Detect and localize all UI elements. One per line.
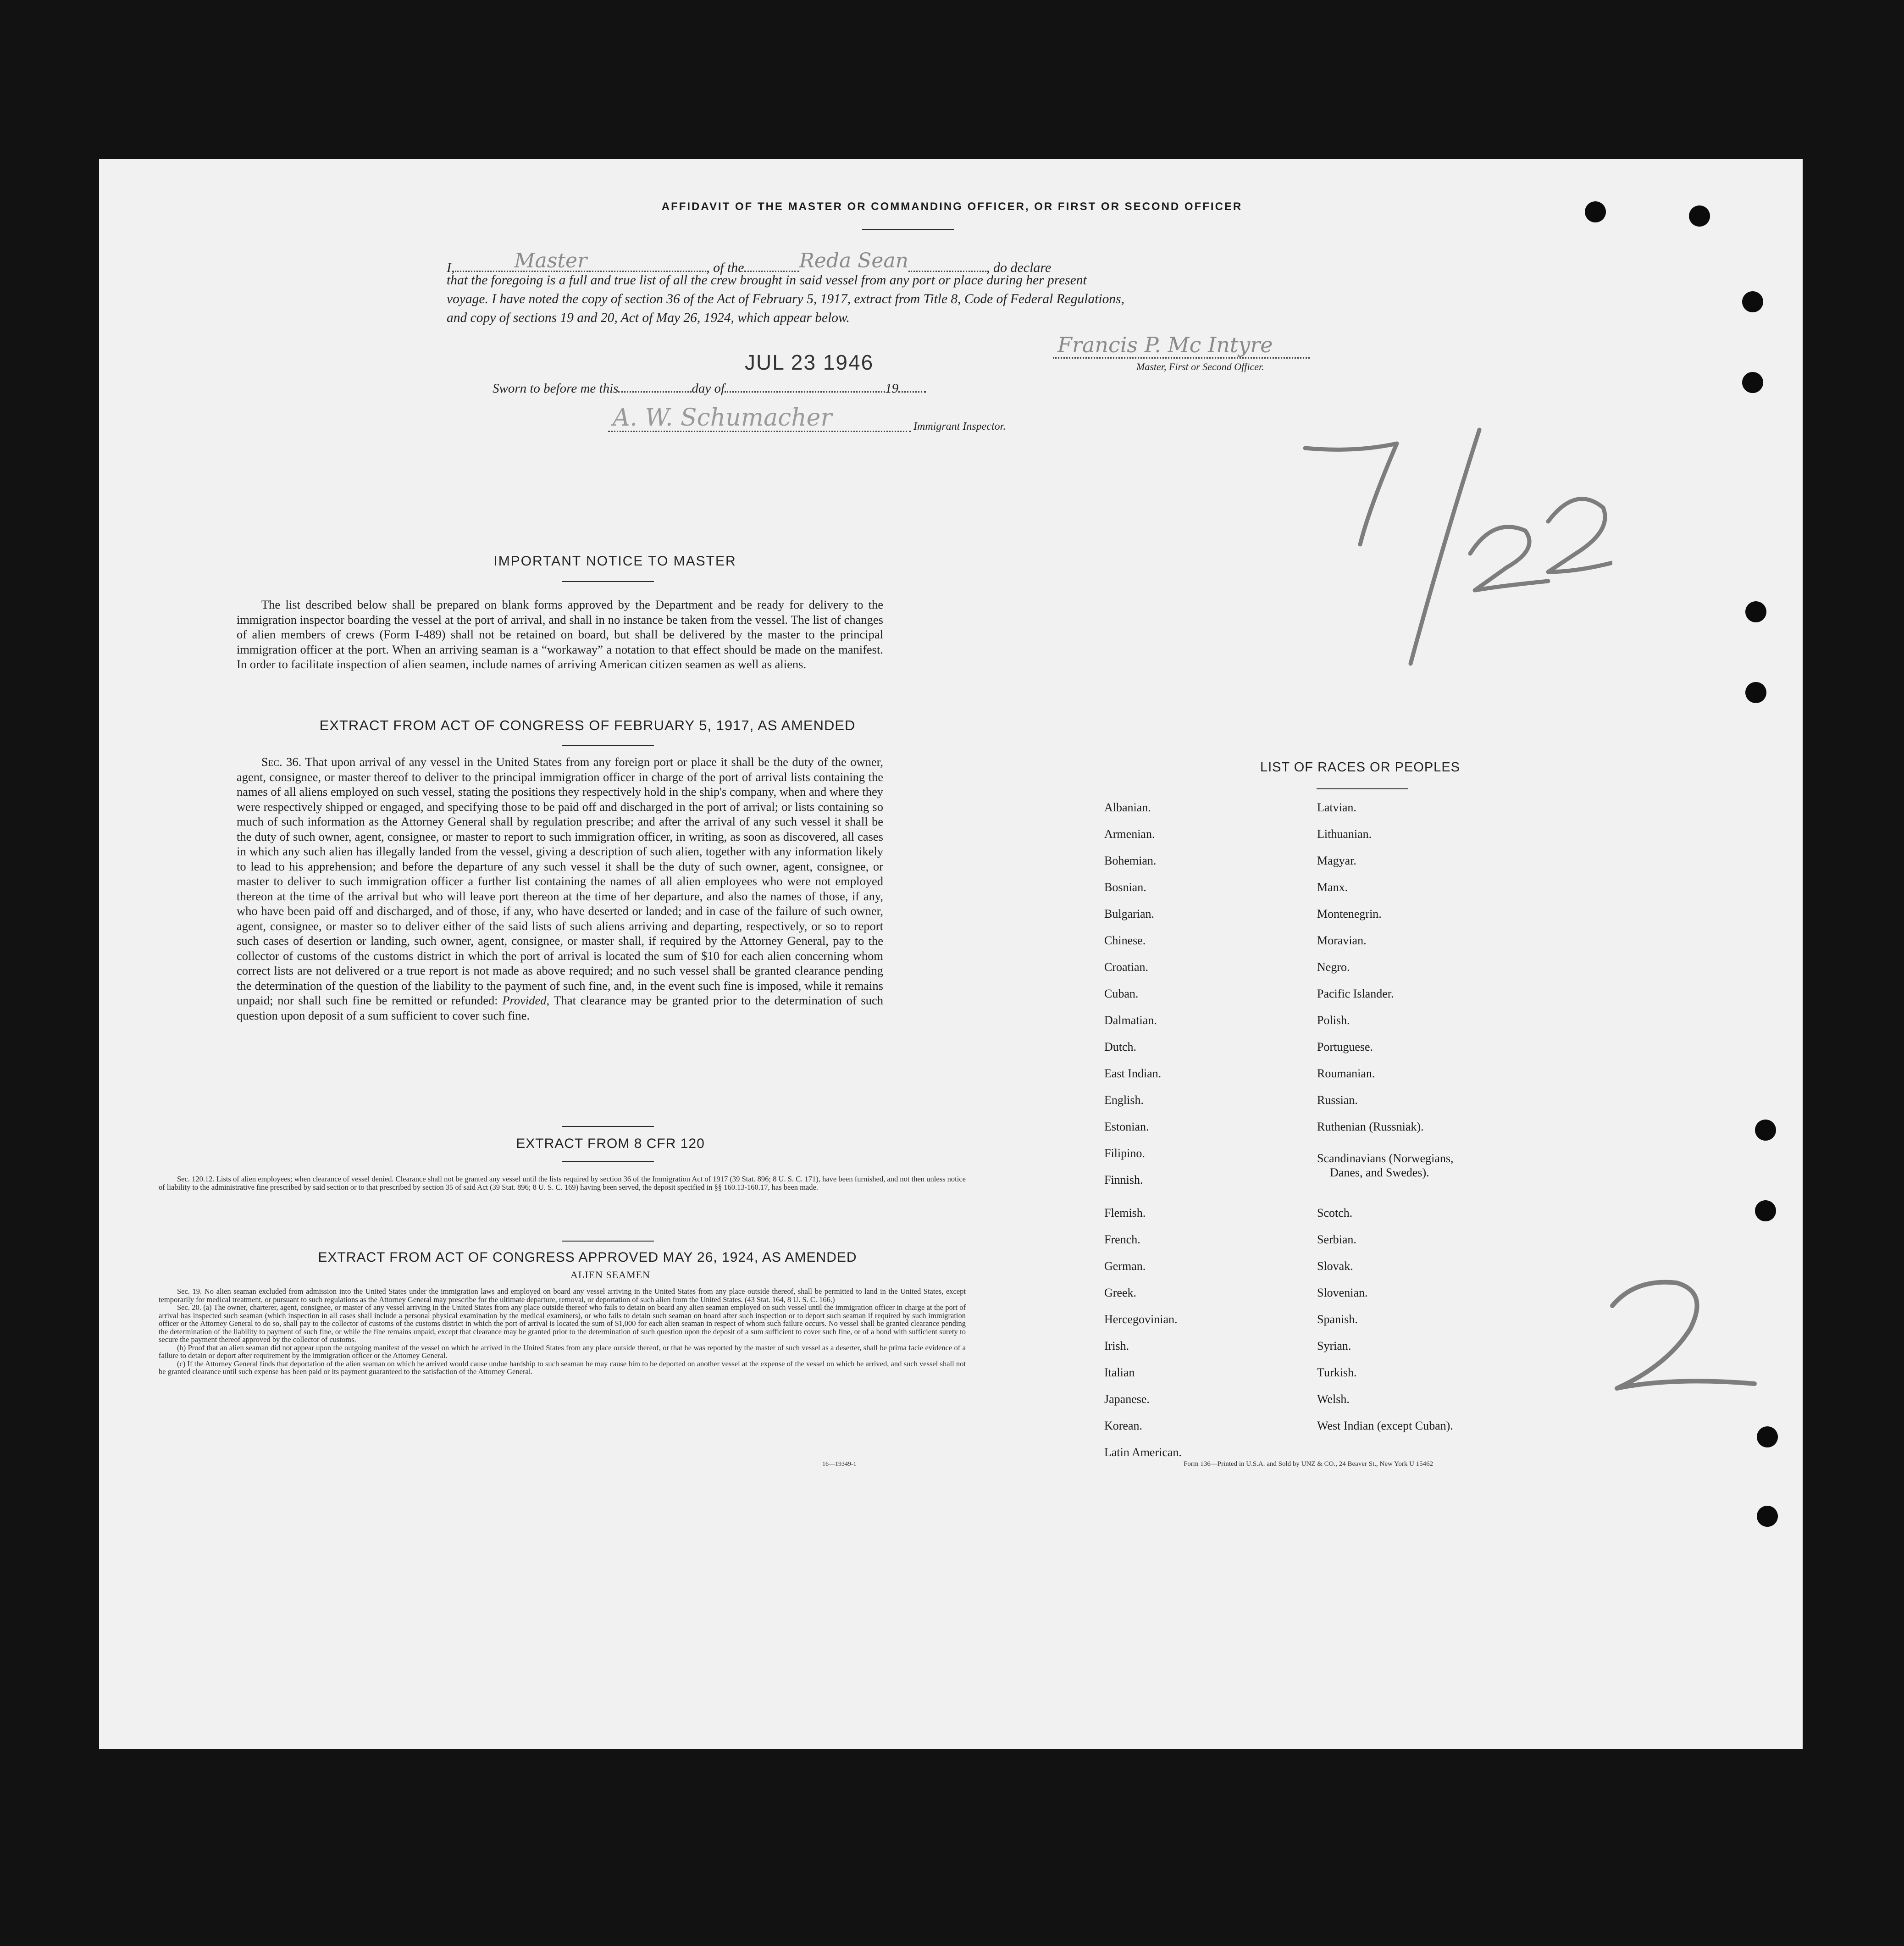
race-entry-left: German.	[1104, 1259, 1146, 1273]
race-entry-right: Russian.	[1317, 1093, 1358, 1107]
inspector-line	[608, 431, 911, 432]
section-36-text: That upon arrival of any vessel in the United States from any foreign port or place it shall be the duty of the owner, agent, consignee, or master thereof to deliver to the principal immigration officer in charge of the port of arrival lists containing the names of all aliens employed on such vessel, stating the positions they respectively hold in the ship's company, when and where they were respectively shipped or engaged, and specifying those to be paid off and discharged in the port of arrival; or lists containing so much of such information as the Attorney General shall by regulation prescribe; and after the arrival of any such vessel it shall be the duty of such owner, agent, consignee, or master to report to such immigration officer, in writing, as soon as discovered, all cases in which any such alien has illegally landed from the vessel, giving a description of such alien, together with any information likely to lead to his apprehension; and before the departure of any such vessel it shall be the duty of such owner, agent, consignee, or master to deliver to such immigration officer a further list containing the names of all alien employees who were not employed thereon at the time of the arrival but who will leave port thereon at the time of her departure, and also the names of those, if any, who have been paid off and discharged, and of those, if any, who have deserted or landed; and in case of the failure of such owner, agent, consignee, or master so to deliver either of the said lists of such aliens arriving and departing, respectively, or so to report such cases of desertion or landing, such owner, agent, consignee, or master shall, if required by the Attorney General, pay to the collector of customs of the customs district in which the port of arrival is located the sum of $10 for each alien concerning whom correct lists are not delivered or a true report is not made as above required; and no such vessel shall be granted clearance pending the determination of the question of the liability to the payment of such fine, and, in the event such fine is imposed, while it remains unpaid; nor shall such fine be remitted or refunded:	[237, 755, 883, 1007]
race-entry-left: Bulgarian.	[1104, 907, 1155, 920]
handwritten-two-a	[1470, 527, 1548, 590]
handwritten-rank: Master	[514, 249, 587, 272]
punch-hole	[1689, 205, 1710, 227]
race-entry-left: Korean.	[1104, 1419, 1143, 1432]
punch-hole	[1755, 1120, 1776, 1141]
race-entry-right: Moravian.	[1317, 934, 1367, 947]
act-1917-rule	[562, 745, 654, 746]
affidavit-i-label: I,	[447, 260, 455, 275]
race-entry-left: Chinese.	[1104, 934, 1146, 947]
section-19-paragraph: Sec. 19. No alien seaman excluded from admission into the United States under the immigration laws and employed on board any vessel arriving in the United States from any place outside thereof, shall be permitted to land in the United States, except temporarily for medical treatment, or pursuant to such regulations as the Attorney General may prescribe for the ultimate departure, removal, or deportation of such alien from the United States. (43 Stat. 164, 8 U. S. C. 166.)	[159, 1287, 966, 1304]
punch-hole	[1585, 201, 1606, 222]
signature-caption: Master, First or Second Officer.	[1136, 361, 1264, 372]
act-1924-body	[159, 1287, 966, 1376]
punch-hole	[1757, 1506, 1778, 1527]
act-1917-body	[237, 754, 883, 1023]
race-entry-left: Japanese.	[1104, 1392, 1150, 1406]
cfr-top-rule	[562, 1126, 654, 1127]
race-entry-right: Slovak.	[1317, 1259, 1353, 1273]
notice-title: IMPORTANT NOTICE TO MASTER	[493, 554, 736, 569]
proviso-text: That clearance may be granted prior to the determination of such question upon deposit of a sum sufficient to cover such fine.	[237, 993, 883, 1022]
sworn-year-label: 19	[885, 381, 899, 396]
affidavit-do-declare-label: , do declare	[986, 260, 1052, 275]
race-entry-right: Montenegrin.	[1317, 907, 1382, 920]
act-1924-title: EXTRACT FROM ACT OF CONGRESS APPROVED MAY 26, 1924, AS AMENDED	[318, 1250, 857, 1265]
race-entry-right: Pacific Islander.	[1317, 987, 1394, 1000]
race-entry-left: Dalmatian.	[1104, 1014, 1157, 1027]
master-signature: Francis P. Mc Intyre	[1057, 333, 1273, 357]
handwritten-vessel-name: Reda Sean	[799, 249, 908, 272]
race-entry-left: Flemish.	[1104, 1206, 1146, 1220]
race-entry-right: Spanish.	[1317, 1313, 1358, 1326]
race-entry-right: Roumanian.	[1317, 1067, 1375, 1080]
punch-hole	[1757, 1426, 1778, 1447]
race-entry-left: English.	[1104, 1093, 1144, 1107]
handwritten-seven	[1305, 444, 1397, 544]
handwritten-page-number	[1599, 1278, 1764, 1397]
section-20c-paragraph: (c) If the Attorney General finds that deportation of the alien seaman on which he arrived would cause undue hardship to such seaman he may cause him to be deported on another vessel at the expense of the vessel on which he arrived, and such vessel shall not be granted clearance until such expense has been paid or its payment guaranteed to the satisfaction of the Attorney General.	[159, 1359, 966, 1376]
signature-line	[1053, 357, 1310, 359]
section-36-paragraph	[237, 754, 883, 1023]
act-1924-top-rule	[562, 1241, 654, 1242]
punch-hole	[1745, 601, 1766, 622]
section-20a-paragraph: Sec. 20. (a) The owner, charterer, agent, consignee, or master of any vessel arriving in the United States from any place outside thereof who fails to detain on board any alien seaman employed on such vessel until the immigration officer in charge at the port of arrival has inspected such seaman (which inspection in all cases shall include a personal physical examination by the medical examiners), or who fails to detain such seaman on board after such inspection or to deport such seaman if required by such immigration officer or the Attorney General to do so, shall pay to the collector of customs of the customs district in which the port of arrival is located the sum of $1,000 for each alien seaman in respect of whom such failure occurs. No vessel shall be granted clearance pending the determination of the liability to payment of such fine, or while the fine remains unpaid, except that clearance may be granted prior to the determination of such question upon the deposit of a sum sufficient to cover such fine, or of a bond with sufficient surety to secure the payment thereof approved by the collector of customs.	[159, 1303, 966, 1344]
race-entry-right: Manx.	[1317, 881, 1348, 894]
affidavit-line-4: and copy of sections 19 and 20, Act of May 26, 1924, which appear below.	[447, 310, 850, 325]
race-entry-left: Estonian.	[1104, 1120, 1149, 1133]
form-footer: Form 136—Printed in U.S.A. and Sold by UNZ & CO., 24 Beaver St., New York U 15462	[1184, 1460, 1434, 1468]
race-entry-left: Italian	[1104, 1366, 1135, 1379]
race-entry-left: Bosnian.	[1104, 881, 1146, 894]
race-entry-left: Armenian.	[1104, 827, 1155, 841]
punch-hole	[1745, 682, 1766, 703]
notice-rule	[562, 581, 654, 582]
race-entry-right: Danes, and Swedes).	[1330, 1166, 1429, 1179]
sworn-line	[493, 381, 926, 396]
race-entry-right: Lithuanian.	[1317, 827, 1372, 841]
races-right-column	[1317, 159, 1592, 164]
handwritten-date-note	[1291, 416, 1612, 691]
race-entry-right: Turkish.	[1317, 1366, 1357, 1379]
race-entry-right: Welsh.	[1317, 1392, 1350, 1406]
races-left-column	[1103, 159, 1287, 164]
document-page	[99, 159, 1803, 1749]
punch-hole	[1742, 291, 1763, 312]
affidavit-of-the-label: , of the	[706, 260, 744, 275]
handwritten-two-b	[1548, 499, 1612, 572]
race-entry-left: Hercegovinian.	[1104, 1313, 1178, 1326]
race-entry-right: Syrian.	[1317, 1339, 1351, 1353]
sworn-day-label: day of	[692, 381, 725, 396]
race-entry-right: Negro.	[1317, 960, 1350, 974]
date-stamp: JUL 23 1946	[745, 350, 874, 374]
notice-paragraph: The list described below shall be prepared on blank forms approved by the Department and be ready for delivery to the immigration inspector boarding the vessel at the port of arrival, and shall in no instance be taken from the vessel. The list of changes of alien members of crews (Form I-489) shall not be retained on board, but shall be delivered by the master to the principal immigration officer at the port. When an arriving seaman is a “workaway” a notation to that effect should be made on the manifest. In order to facilitate inspection of alien seamen, include names of arriving American citizen seamen as well as aliens.	[237, 598, 883, 671]
race-entry-right: West Indian (except Cuban).	[1317, 1419, 1453, 1432]
race-entry-right: Slovenian.	[1317, 1286, 1368, 1299]
race-entry-left: East Indian.	[1104, 1067, 1162, 1080]
race-entry-right: Ruthenian (Russniak).	[1317, 1120, 1424, 1133]
race-entry-left: Croatian.	[1104, 960, 1149, 974]
race-entry-right: Scotch.	[1317, 1206, 1353, 1220]
cfr-title: EXTRACT FROM 8 CFR 120	[516, 1136, 705, 1151]
inspector-caption: Immigrant Inspector.	[913, 421, 1006, 432]
act-1924-subtitle: ALIEN SEAMEN	[570, 1269, 650, 1281]
title-rule	[862, 229, 954, 230]
race-entry-left: Bohemian.	[1104, 854, 1157, 867]
handwritten-slash	[1411, 430, 1479, 664]
race-entry-right: Polish.	[1317, 1014, 1350, 1027]
race-entry-right: Portuguese.	[1317, 1040, 1373, 1053]
race-entry-left: French.	[1104, 1233, 1140, 1246]
affidavit-line-2: that the foregoing is a full and true list of all the crew brought in said vessel from any port or place during her present	[447, 273, 1087, 288]
race-entry-left: Filipino.	[1104, 1147, 1145, 1160]
race-entry-left: Dutch.	[1104, 1040, 1137, 1053]
cfr-body	[159, 1175, 966, 1191]
section-20b-paragraph: (b) Proof that an alien seaman did not appear upon the outgoing manifest of the vessel on which he arrived in the United States from any place outside thereof, or that he was reported by the master of such vessel as a deserter, shall be prima facie evidence of a failure to detain or deport after requirement by the immigration officer or the Attorney General.	[159, 1343, 966, 1360]
race-entry-left: Albanian.	[1104, 801, 1151, 814]
race-entry-left: Cuban.	[1104, 987, 1139, 1000]
notice-body	[237, 597, 883, 672]
cfr-paragraph: Sec. 120.12. Lists of alien employees; when clearance of vessel denied. Clearance shall not be granted any vessel until the lists required by section 36 of the Immigration Act of 1917 (39 Stat. 896; 8 U. S. C. 171), have been furnished, and not then unless notice of liability to the administrative fine prescribed by said section or to that prescribed by section 35 of said Act (39 Stat. 896; 8 U. S. C. 169) having been served, the deposit specified in §§ 160.13-160.17, has been made.	[159, 1175, 966, 1192]
punch-hole	[1742, 372, 1763, 393]
section-36-label: Sec. 36.	[261, 755, 302, 769]
act-1917-title: EXTRACT FROM ACT OF CONGRESS OF FEBRUARY 5, 1917, AS AMENDED	[319, 717, 856, 733]
race-entry-left: Irish.	[1104, 1339, 1129, 1353]
race-entry-right: Latvian.	[1317, 801, 1356, 814]
affidavit-line-3: voyage. I have noted the copy of section 36 of the Act of February 5, 1917, extract from Title 8, Code of Federal Regulations,	[447, 292, 1124, 306]
cfr-rule	[562, 1161, 654, 1162]
act-code-number: 16—19349-1	[822, 1461, 857, 1468]
race-entry-right: Magyar.	[1317, 854, 1356, 867]
race-entry-left: Greek.	[1104, 1286, 1137, 1299]
proviso-label: Provided,	[502, 993, 550, 1007]
races-title: LIST OF RACES OR PEOPLES	[1260, 760, 1461, 775]
race-entry-left: Latin American.	[1104, 1446, 1182, 1459]
races-rule	[1317, 788, 1408, 789]
race-entry-right: Scandinavians (Norwegians,	[1317, 1152, 1454, 1165]
sworn-prefix: Sworn to before me this	[493, 381, 619, 396]
race-entry-left: Finnish.	[1104, 1173, 1143, 1186]
affidavit-title: AFFIDAVIT OF THE MASTER OR COMMANDING OFFICER, OR FIRST OR SECOND OFFICER	[661, 200, 1243, 213]
race-entry-right: Serbian.	[1317, 1233, 1356, 1246]
punch-hole	[1755, 1200, 1776, 1221]
inspector-signature: A. W. Schumacher	[613, 404, 832, 432]
